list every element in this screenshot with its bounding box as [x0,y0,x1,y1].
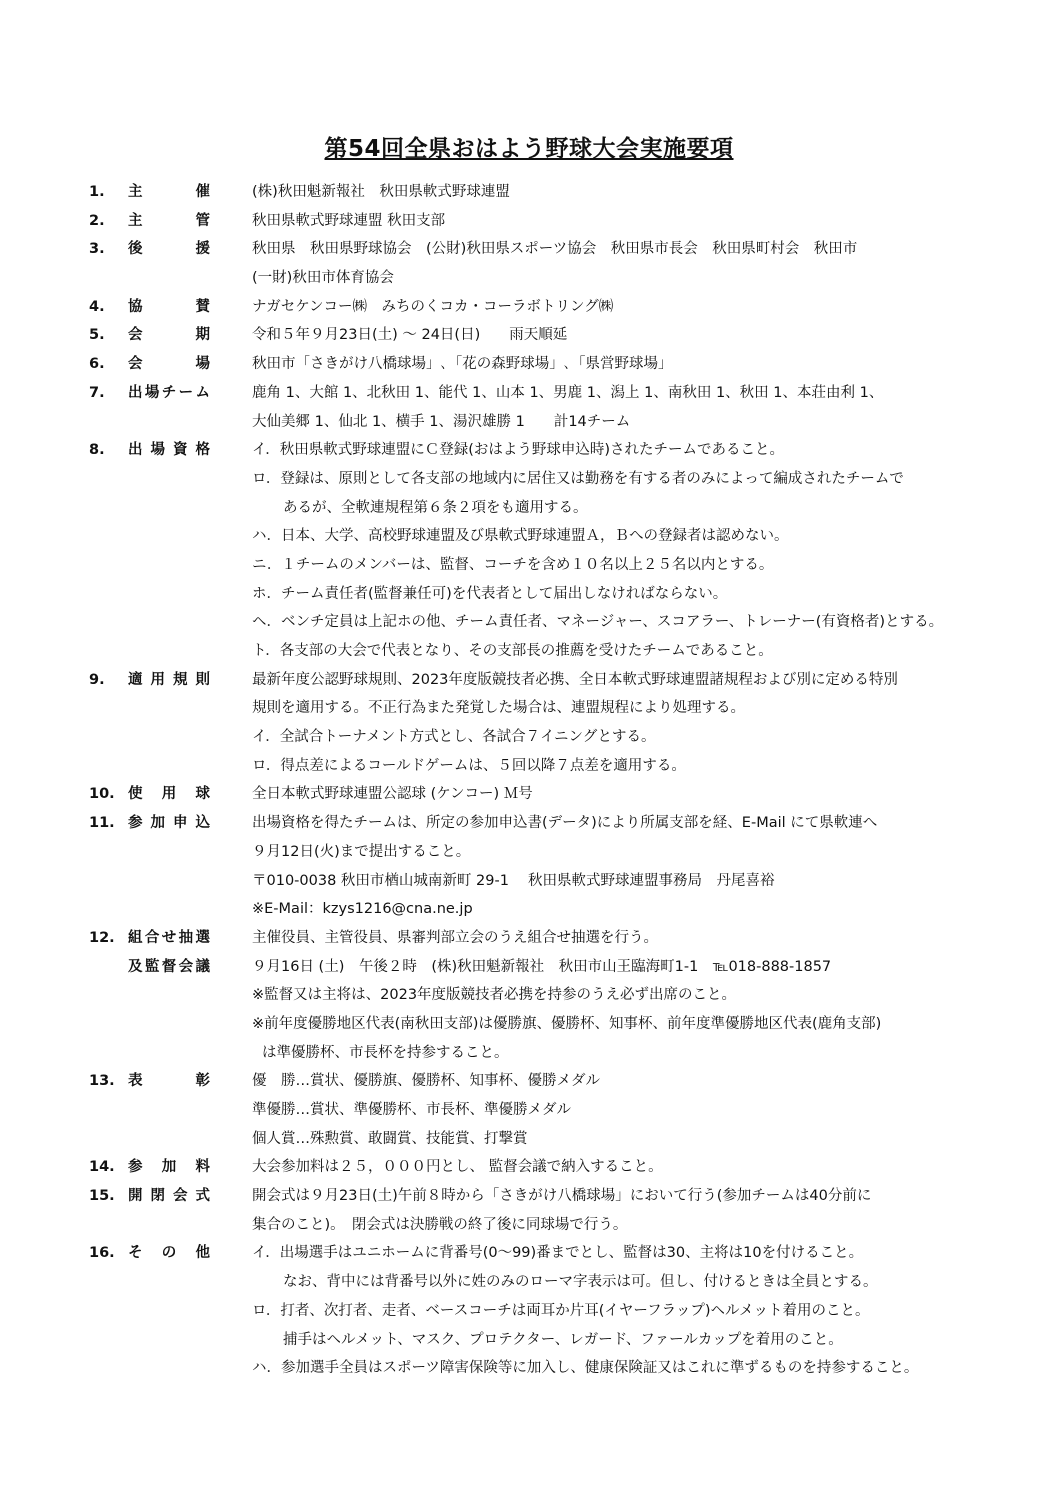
section-12 [0,924,1058,1067]
section-line: 令和５年９月23日(土) ～ 24日(日) 雨天順延 [252,327,568,344]
section-number: 7. [89,384,105,401]
section-number: 13. [89,1073,115,1090]
section-1 [0,178,1058,207]
section-label: 主 管 [128,212,210,229]
section-label-secondary: 及監督会議 [128,958,210,975]
section-10 [0,780,1058,809]
section-label: 後 援 [128,241,210,258]
section-line: 秋田市「さきがけ八橋球場」､「花の森野球場」､「県営野球場」 [252,356,673,373]
section-line: 集合のこと)。 閉会式は決勝戦の終了後に同球場で行う。 [252,1216,628,1233]
section-number: 5. [89,327,105,344]
section-line: ト．各支部の大会で代表となり、その支部長の推薦を受けたチームであること。 [252,643,773,659]
section-line: は準優勝杯、市長杯を持参すること。 [262,1044,509,1061]
section-number: 12. [89,929,115,946]
section-line: 優 勝…賞状、優勝旗、優勝杯、知事杯、優勝メダル [252,1073,600,1090]
section-line: ９月16日 (土) 午後２時 (株)秋田魁新報社 秋田市山王臨海町1-1 ℡018-888-1857 [252,958,832,975]
section-line: イ．出場選手はユニホームに背番号(0～99)番までとし、監督は30、主将は10を付けること。 [252,1245,864,1262]
section-line: 鹿角 1、大館 1、北秋田 1、能代 1、山本 1、男鹿 1、潟上 1、南秋田 1、秋田 1、本荘由利 1、 [252,384,884,401]
section-line: 個人賞…殊勲賞、敢闘賞、技能賞、打撃賞 [252,1130,528,1147]
section-label: 表 彰 [128,1073,210,1090]
section-label: 使用球 [128,786,210,803]
section-9 [0,666,1058,781]
section-14 [0,1153,1058,1182]
section-line: ※監督又は主将は、2023年度版競技者必携を持参のうえ必ず出席のこと。 [252,987,737,1004]
section-line: 開会式は９月23日(土)午前８時から「さきがけ八橋球場」において行う(参加チームは40分前に [252,1188,872,1205]
section-label: 出場チーム [128,384,210,401]
section-11 [0,809,1058,924]
section-line: ハ．日本、大学、高校野球連盟及び県軟式野球連盟Ａ，Ｂへの登録者は認めない。 [252,528,789,545]
section-number: 10. [89,786,115,803]
section-number: 11. [89,815,115,832]
section-label: 参加料 [128,1159,210,1176]
section-label: 協 賛 [128,298,210,315]
section-label: 開閉会式 [128,1188,210,1205]
section-label: 適用規則 [128,671,210,688]
section-6 [0,350,1058,379]
section-number: 8. [89,442,105,459]
section-label: 組合せ抽選 [128,929,210,946]
section-line: イ．全試合トーナメント方式とし、各試合７イニングとする。 [252,729,656,746]
section-number: 15. [89,1188,115,1205]
section-line: ※E-Mail：kzys1216@cna.ne.jp [252,901,473,918]
sections-list [0,178,1058,1383]
section-label: そ の 他 [128,1245,210,1262]
section-7 [0,379,1058,436]
section-line: 大仙美郷 1、仙北 1、横手 1、湯沢雄勝 1 計14チーム [252,413,631,430]
section-line: 主催役員、主管役員、県審判部立会のうえ組合せ抽選を行う。 [252,929,658,946]
section-line: ９月12日(火)まで提出すること。 [252,843,471,860]
section-number: 2. [89,212,105,229]
section-2 [0,207,1058,236]
section-5 [0,321,1058,350]
section-line: 最新年度公認野球規則、2023年度版競技者必携、全日本軟式野球連盟諸規程および別に定める特別 [252,671,898,688]
section-line: 大会参加料は２５，０００円とし、 監督会議で納入すること。 [252,1159,663,1176]
section-4 [0,293,1058,322]
section-line: (一財)秋田市体育協会 [252,270,394,287]
section-number: 4. [89,298,105,315]
section-label: 参加申込 [128,815,210,832]
section-8 [0,436,1058,666]
section-15 [0,1182,1058,1239]
section-line: ロ．打者、次打者、走者、ベースコーチは両耳か片耳(イヤーフラップ)ヘルメット着用のこと。 [252,1302,870,1319]
section-number: 16. [89,1245,115,1262]
section-line: イ．秋田県軟式野球連盟にＣ登録(おはよう野球申込時)されたチームであること。 [252,442,785,459]
section-line: 準優勝…賞状、準優勝杯、市長杯、準優勝メダル [252,1102,571,1118]
section-line: (株)秋田魁新報社 秋田県軟式野球連盟 [252,184,510,200]
document-title: 第54回全県おはよう野球大会実施要項 [324,136,734,162]
section-line: なお、背中には背番号以外に姓のみのローマ字表示は可。但し、付けるときは全員とする。 [283,1274,878,1291]
section-number: 9. [89,671,105,688]
section-line: ナガセケンコー㈱ みちのくコカ・コーラボトリング㈱ [252,298,614,315]
section-line: ホ．チーム責任者(監督兼任可)を代表者として届出しなければならない。 [252,585,728,602]
section-line: ※前年度優勝地区代表(南秋田支部)は優勝旗、優勝杯、知事杯、前年度準優勝地区代表(鹿角支部) [252,1015,882,1032]
section-line: ロ．得点差によるコールドゲームは、５回以降７点差を適用する。 [252,757,686,774]
section-number: 3. [89,241,105,258]
section-3 [0,235,1058,292]
section-line: 秋田県 秋田県野球協会 (公財)秋田県スポーツ協会 秋田県市長会 秋田県町村会 秋田市 [252,241,858,258]
section-line: 〒010-0038 秋田市楢山城南新町 29-1 秋田県軟式野球連盟事務局 丹尾喜裕 [252,872,775,889]
section-line: あるが、全軟連規程第６条２項をも適用する。 [283,499,588,516]
section-line: ハ．参加選手全員はスポーツ障害保険等に加入し、健康保険証又はこれに準ずるものを持参すること。 [252,1360,919,1377]
section-line: ニ．１チームのメンバーは、監督、コーチを含め１０名以上２５名以内とする。 [252,556,774,573]
section-label: 主 催 [128,184,210,200]
section-number: 14. [89,1159,115,1176]
section-13 [0,1067,1058,1153]
section-label: 会 期 [128,327,210,344]
section-label: 会 場 [128,356,210,373]
section-line: ロ．登録は、原則として各支部の地域内に居住又は勤務を有する者のみによって編成されたチームで [252,470,904,487]
section-number: 1. [89,184,105,200]
section-16 [0,1239,1058,1382]
section-line: 捕手はヘルメット、マスク、プロテクター、レガード、ファールカップを着用のこと。 [283,1331,843,1348]
section-line: ヘ．ベンチ定員は上記ホの他、チーム責任者、マネージャー、スコアラー、トレーナー(有資格者)とする。 [252,614,944,631]
section-line: 出場資格を得たチームは、所定の参加申込書(データ)により所属支部を経、E-Mail にて県軟連へ [252,815,878,832]
section-label: 出場資格 [128,442,210,459]
section-number: 6. [89,356,105,373]
section-line: 秋田県軟式野球連盟 秋田支部 [252,212,446,229]
section-line: 規則を適用する。不正行為また発覚した場合は、連盟規程により処理する。 [252,700,745,717]
section-line: 全日本軟式野球連盟公認球 (ケンコー) Ｍ号 [252,786,533,803]
